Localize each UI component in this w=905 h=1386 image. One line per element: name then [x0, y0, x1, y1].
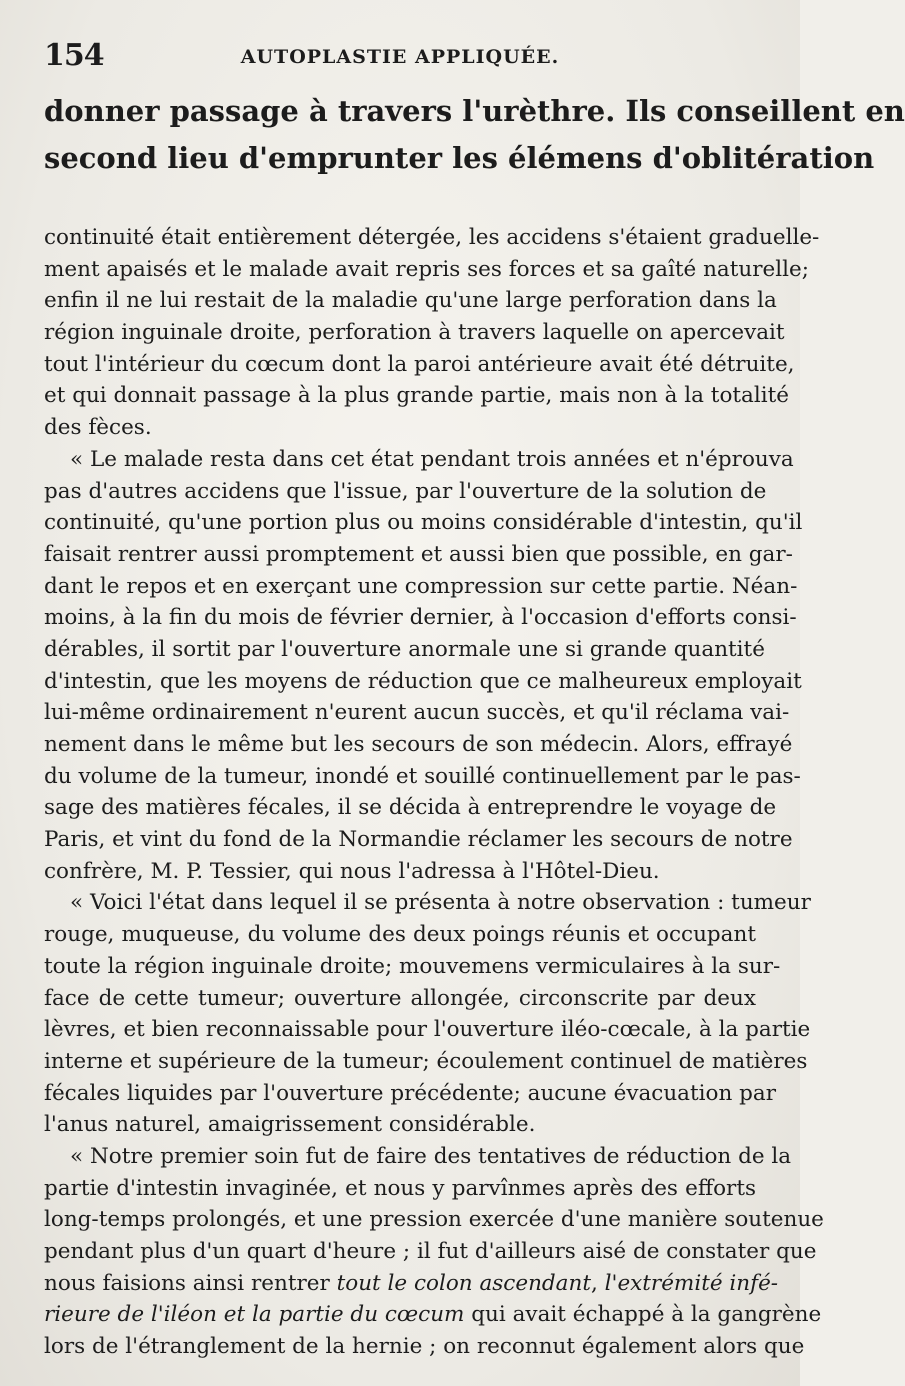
text-run: qui avait échappé à la gangrène — [464, 1302, 822, 1328]
text-line: des fèces. — [44, 415, 152, 441]
text-line: confrère, M. P. Tessier, qui nous l'adressa à l'Hôtel-Dieu. — [44, 858, 660, 884]
text-line: toute la région inguinale droite; mouvemens vermiculaires à la sur- — [44, 953, 781, 979]
italic-run: rieure de l'iléon et la partie du cœcum — [44, 1302, 465, 1328]
text-line: face de cette tumeur; ouverture allongée, circonscrite par deux — [44, 985, 756, 1011]
text-line: dérables, il sortit par l'ouverture anormale une si grande quantité — [44, 636, 765, 662]
text-line: rouge, muqueuse, du volume des deux poings réunis et occupant — [44, 922, 756, 948]
running-title: AUTOPLASTIE APPLIQUÉE. — [240, 46, 560, 68]
italic-run: l'extrémité infé- — [604, 1270, 779, 1296]
page-number: 154 — [44, 38, 104, 73]
text-line: enfin il ne lui restait de la maladie qu'une large perforation dans la — [44, 288, 777, 314]
page-header — [44, 38, 756, 78]
text-line: continuité était entièrement détergée, les accidens s'étaient graduelle- — [44, 225, 820, 250]
text-line: faisait rentrer aussi promptement et aussi bien que possible, en gar- — [44, 541, 793, 567]
text-line: tout l'intérieur du cœcum dont la paroi antérieure avait été détruite, — [44, 351, 795, 377]
text-line: Paris, et vint du fond de la Normandie réclamer les secours de notre — [44, 827, 793, 853]
text-line: continuité, qu'une portion plus ou moins considérable d'intestin, qu'il — [44, 510, 803, 536]
opening-line: second lieu d'emprunter les élémens d'oblitération — [44, 141, 875, 175]
text-line: lèvres, et bien reconnaissable pour l'ouverture iléo-cœcale, à la partie — [44, 1017, 811, 1043]
text-run: nous faisions ainsi rentrer — [44, 1270, 337, 1296]
text-line: et qui donnait passage à la plus grande partie, mais non à la totalité — [44, 383, 789, 409]
opening-lines — [44, 88, 905, 182]
body-text — [44, 222, 824, 1363]
text-line: moins, à la fin du mois de février dernier, à l'occasion d'efforts consi- — [44, 605, 797, 631]
text-line: l'anus naturel, amaigrissement considérable. — [44, 1112, 536, 1138]
text-line: partie d'intestin invaginée, et nous y parvînmes après des efforts — [44, 1175, 756, 1201]
text-line: sage des matières fécales, il se décida à entreprendre le voyage de — [44, 795, 777, 821]
text-line: interne et supérieure de la tumeur; écoulement continuel de matières — [44, 1048, 808, 1074]
text-line: du volume de la tumeur, inondé et souillé continuellement par le pas- — [44, 763, 801, 789]
text-line: lui-même ordinairement n'eurent aucun succès, et qu'il réclama vai- — [44, 700, 790, 726]
text-line: dant le repos et en exerçant une compression sur cette partie. Néan- — [44, 573, 798, 599]
text-line: ment apaisés et le malade avait repris ses forces et sa gaîté naturelle; — [44, 256, 809, 282]
text-line — [44, 1268, 779, 1300]
text-run: , — [590, 1270, 605, 1296]
text-line: lors de l'étranglement de la hernie ; on reconnut également alors que — [44, 1334, 805, 1360]
text-line: « Voici l'état dans lequel il se présenta à notre observation : tumeur — [70, 890, 811, 916]
opening-line: donner passage à travers l'urèthre. Ils conseillent en — [44, 94, 905, 128]
text-line: « Notre premier soin fut de faire des tentatives de réduction de la — [70, 1143, 792, 1169]
text-line: pendant plus d'un quart d'heure ; il fut d'ailleurs aisé de constater que — [44, 1239, 817, 1264]
text-line: d'intestin, que les moyens de réduction que ce malheureux employait — [44, 668, 802, 694]
text-line — [44, 1299, 822, 1331]
text-line: « Le malade resta dans cet état pendant trois années et n'éprouva — [70, 446, 794, 472]
text-line: fécales liquides par l'ouverture précédente; aucune évacuation par — [44, 1080, 776, 1106]
italic-run: tout le colon ascendant — [336, 1270, 591, 1296]
text-line: long-temps prolongés, et une pression exercée d'une manière soutenue — [44, 1207, 824, 1233]
text-line: pas d'autres accidens que l'issue, par l'ouverture de la solution de — [44, 478, 767, 504]
text-line: région inguinale droite, perforation à travers laquelle on apercevait — [44, 320, 785, 346]
text-line: nement dans le même but les secours de son médecin. Alors, effrayé — [44, 732, 793, 757]
